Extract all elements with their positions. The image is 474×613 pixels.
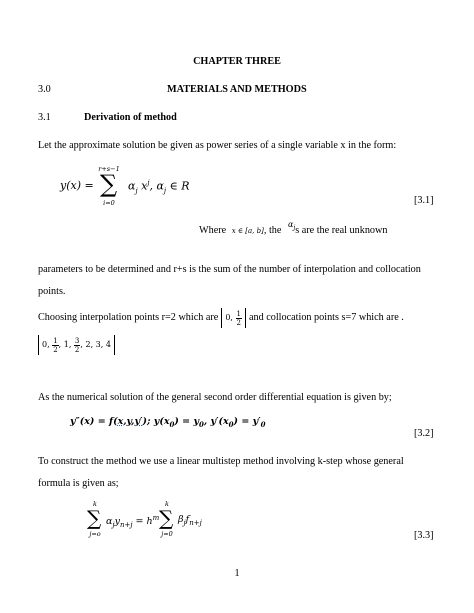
eq1-body (128, 179, 190, 195)
where-the: , the (263, 225, 282, 236)
eq1-sigma-symbol: ∑ (100, 170, 118, 198)
eq3-label: [3.3] (414, 530, 434, 541)
eq3-beta-sub: j (183, 518, 186, 527)
paragraph-points: points. (38, 286, 66, 297)
interp-text-before: Choosing interpolation points r=2 which are (38, 312, 219, 323)
eq2-sub1: 0 (198, 419, 204, 429)
eq1-cond: , α (149, 179, 164, 193)
eq3-y-sub: n+j (119, 521, 133, 530)
eq3-s1-lower: j=o (89, 530, 101, 538)
eq3-left-body (106, 514, 159, 529)
interp-fraction (236, 310, 242, 327)
paragraph-linear-multistep: To construct the method we use a linear multistep method involving k-step whose general (38, 456, 404, 467)
colloc-f2-den: 2 (74, 345, 80, 354)
eq3-sigma-right: ∑ (159, 506, 174, 530)
eq2-mid3: , y′(x (203, 416, 229, 427)
equation-3-3 (86, 500, 316, 544)
eq1-sum-lower: i=0 (103, 199, 115, 207)
eq1-alpha: α (128, 179, 136, 193)
eq3-sigma-left: ∑ (87, 506, 102, 530)
eq2-mid: ); y(x (142, 416, 170, 427)
eq3-y: y (114, 516, 120, 528)
eq2-label: [3.2] (414, 428, 434, 439)
colloc-bracket (38, 335, 115, 355)
eq1-sum-upper: r+s−1 (98, 165, 120, 173)
subsection-number: 3.1 (38, 112, 51, 123)
eq3-f: f (185, 514, 190, 525)
where-condition: x ∈ [a, b] (231, 227, 264, 235)
eq3-equals-h: = h (135, 516, 153, 528)
eq3-h-sup: m (152, 514, 160, 522)
colloc-f1-num: 1 (53, 336, 58, 345)
eq2-args: x,y,y′ (117, 416, 143, 427)
interp-first: 0, (225, 313, 233, 322)
paragraph-parameters: parameters to be determined and r+s is the sum of the number of interpolation and collocation (38, 264, 421, 275)
subsection-title: Derivation of method (84, 112, 177, 123)
paragraph-numerical-solution: As the numerical solution of the general second order differential equation is given by; (38, 392, 392, 403)
eq2-sub0: 0 (169, 419, 175, 429)
colloc-f1-den: 2 (53, 345, 58, 354)
page-number: 1 (234, 568, 240, 579)
section-number: 3.0 (38, 84, 51, 95)
interp-frac-num: 1 (236, 309, 241, 318)
paragraph-formula: formula is given as; (38, 478, 119, 489)
eq3-s1-upper: k (93, 500, 97, 508)
eq3-s2-upper: k (165, 500, 169, 508)
eq2-sub3: 0 (260, 419, 266, 429)
equation-3-2 (70, 416, 266, 429)
interp-text-after: and collocation points s=7 which are . (248, 312, 404, 323)
where-line (199, 220, 388, 241)
eq1-x-sup: j (147, 179, 150, 187)
colloc-f2-num: 3 (74, 336, 80, 345)
eq1-cond-rest: ∈ R (169, 179, 190, 193)
colloc-p1: , 1, (58, 340, 72, 349)
collocation-point-set (38, 335, 115, 355)
interp-point-set (221, 308, 246, 328)
eq3-f-sub: n+j (189, 518, 202, 527)
where-rest: s are the real unknown (295, 225, 388, 236)
eq1-x: x (141, 179, 148, 193)
eq3-right-body (178, 514, 202, 527)
where-word: Where (199, 225, 227, 236)
eq3-alpha-sub: j (112, 521, 115, 530)
eq2-y2: y″(x) = f( (70, 416, 118, 427)
eq3-s2-lower: j=0 (161, 530, 173, 538)
where-alpha-sub: j (293, 224, 296, 232)
eq3-beta: β (178, 514, 184, 525)
interpolation-line (38, 308, 404, 328)
colloc-p2: , 2, 3, 4 (80, 340, 111, 349)
where-alpha-symbol: α (287, 220, 294, 229)
where-alpha (287, 220, 296, 232)
eq1-alpha-sub: j (135, 186, 138, 195)
eq2-sub2: 0 (228, 419, 234, 429)
interp-frac-den: 2 (236, 318, 241, 327)
eq3-alpha: α (106, 516, 113, 528)
chapter-heading: CHAPTER THREE (193, 56, 281, 67)
eq1-lhs: y(x) = (60, 179, 94, 192)
eq1-label: [3.1] (414, 195, 434, 206)
eq1-cond-sub: j (163, 186, 167, 195)
section-title: MATERIALS AND METHODS (167, 84, 307, 95)
eq2-mid4: ) = y′ (233, 416, 261, 427)
paragraph-power-series: Let the approximate solution be given as power series of a single variable x in the form: (38, 140, 397, 151)
eq2-mid2: ) = y (174, 416, 199, 427)
colloc-p0: 0, (42, 340, 50, 349)
